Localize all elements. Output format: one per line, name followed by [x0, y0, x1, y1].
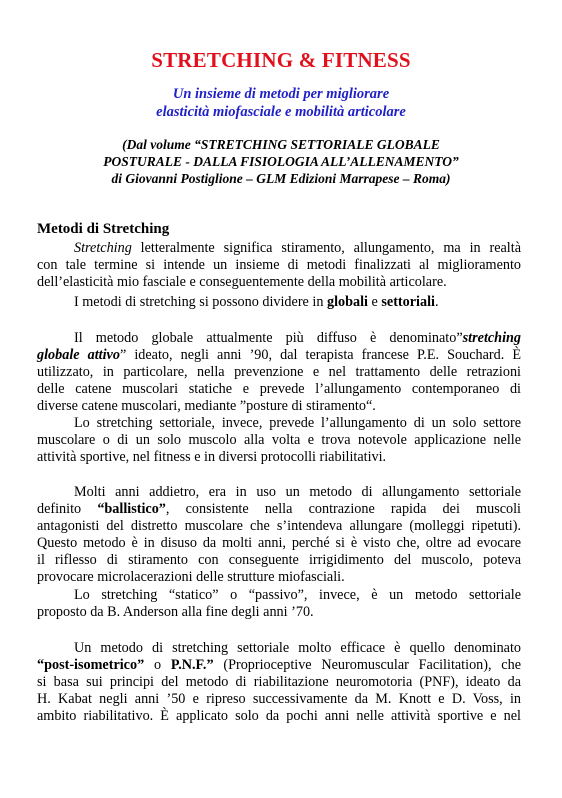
text-run: o	[144, 657, 171, 673]
text-run: letteralmente significa stiramento, allungamento, ma in realtà	[131, 240, 521, 256]
paragraph-3-line-1	[74, 330, 521, 347]
paragraph-7-line-5: ambito riabilitativo. È applicato solo da pochi anni nelle attività sportive e nel	[37, 708, 521, 724]
paragraph-7-line-1: Un metodo di stretching settoriale molto efficace è quello denominato	[74, 640, 521, 656]
paragraph-5-line-3: antagonisti del distretto muscolare che s’intendeva allungare (molleggi ripetuti).	[37, 518, 521, 534]
paragraph-3-line-3: utilizzato, in particolare, nella prevenzione e nel trattamento delle retrazioni	[37, 364, 521, 380]
page-title: STRETCHING & FITNESS	[151, 48, 411, 72]
text-run: , consistente nella contrazione rapida dei muscoli	[165, 501, 521, 517]
paragraph-1-line-1	[74, 240, 521, 257]
stretching-italic: Stretching	[74, 240, 132, 256]
paragraph-5-line-2	[37, 501, 521, 518]
paragraph-2-line-1	[74, 294, 558, 311]
paragraph-7-line-2	[37, 657, 521, 674]
source-line-3: di Giovanni Postiglione – GLM Edizioni Marrapese – Roma)	[111, 171, 451, 186]
paragraph-5-line-6: provocare microlacerazioni delle strutture miofasciali.	[37, 569, 345, 585]
text-run: (Proprioceptive Neuromuscular Facilitation), che	[213, 657, 521, 673]
paragraph-1-line-3: dell’elasticità mio fasciale e conseguentemente della mobilità articolare.	[37, 274, 447, 290]
paragraph-7-line-3: si basa sui principi del metodo di riabilitazione neuromotoria (PNF), ideato da	[37, 674, 521, 690]
paragraph-5-line-1: Molti anni addietro, era in uso un metodo di allungamento settoriale	[74, 484, 521, 500]
text-run: .	[434, 294, 439, 310]
text-run: Il metodo globale attualmente più diffuso è denominato”	[74, 330, 463, 346]
paragraph-1-line-2: con tale termine si intende un insieme di metodi finalizzati al miglioramento	[37, 257, 521, 273]
subtitle-line-2: elasticità miofasciale e mobilità articolare	[156, 104, 406, 120]
paragraph-4-line-1: Lo stretching settoriale, invece, prevede l’allungamento di un solo settore	[74, 415, 521, 431]
source-line-1: (Dal volume “STRETCHING SETTORIALE GLOBALE	[122, 137, 440, 152]
paragraph-4-line-2: muscolare o di un solo muscolo alla volta e trova notevole applicazione nelle	[37, 432, 521, 448]
subtitle-line-1: Un insieme di metodi per migliorare	[172, 86, 390, 102]
bold-post-isometrico: “post-isometrico”	[37, 657, 145, 673]
paragraph-3-line-4: delle catene muscolari statiche e prevede l’allungamento contemporaneo di	[37, 381, 521, 397]
bold-ballistico: “ballistico”	[97, 501, 166, 517]
paragraph-7-line-4: H. Kabat negli anni ’50 e ripreso successivamente da M. Knott e D. Voss, in	[37, 691, 521, 707]
section-heading: Metodi di Stretching	[37, 221, 170, 237]
paragraph-4-line-3: attività sportive, nel fitness e in diversi protocolli riabilitativi.	[37, 449, 387, 465]
paragraph-6-line-1: Lo stretching “statico” o “passivo”, invece, è un metodo settoriale	[74, 587, 521, 603]
paragraph-5-line-4: Questo metodo è in disuso da molti anni, perché si è visto che, oltre ad evocare	[37, 535, 521, 551]
paragraph-5-line-5: il riflesso di stiramento con conseguente irrigidimento del muscolo, poteva	[37, 552, 521, 568]
paragraph-3-line-5: diverse catene muscolari, mediante ”posture di stiramento“.	[37, 398, 376, 414]
bold-globali: globali	[326, 294, 368, 310]
bold-italic-globale-attivo: globale attivo	[37, 347, 120, 363]
paragraph-3-line-2	[37, 347, 521, 364]
bold-italic-stretching: stretching	[462, 330, 521, 346]
text-run: e	[367, 294, 382, 310]
text-run: definito	[37, 501, 98, 517]
text-run: ” ideato, negli anni ’90, dal terapista francese P.E. Souchard. È	[119, 347, 521, 363]
bold-pnf: P.N.F.”	[170, 657, 214, 673]
paragraph-6-line-2: proposto da B. Anderson alla fine degli anni ’70.	[37, 604, 314, 620]
source-line-2: POSTURALE - DALLA FISIOLOGIA ALL’ALLENAMENTO”	[103, 154, 459, 169]
text-run: I metodi di stretching si possono dividere in	[74, 294, 327, 310]
bold-settoriali: settoriali	[381, 294, 435, 310]
